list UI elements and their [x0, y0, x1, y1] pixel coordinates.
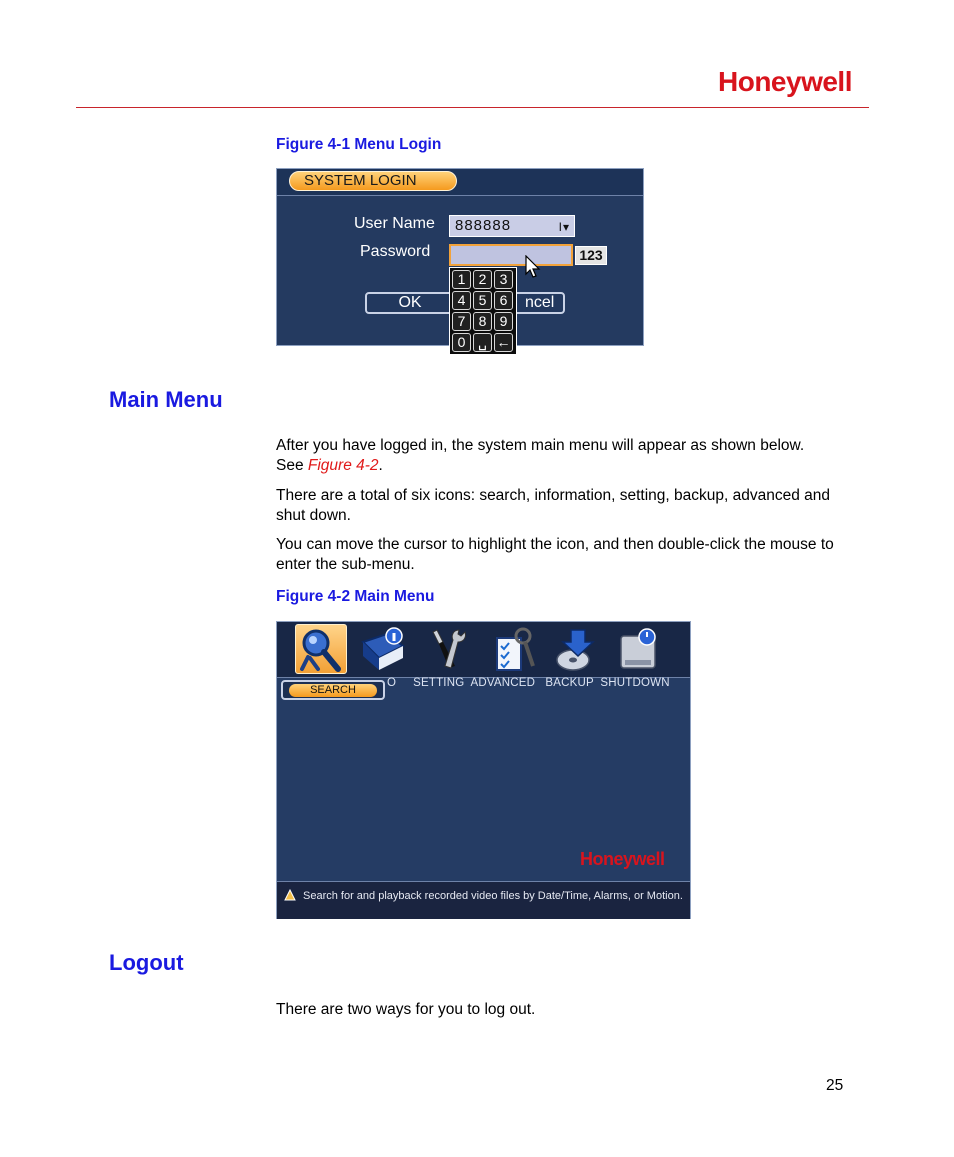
figure-4-2-link[interactable]: Figure 4-2 [307, 456, 379, 474]
keypad-key[interactable]: 7 [452, 312, 471, 331]
setting-icon[interactable] [423, 626, 473, 674]
main-menu-paragraph-2: There are a total of six icons: search, information, setting, backup, advanced and shut down. [276, 487, 831, 524]
main-menu-paragraph-3: You can move the cursor to highlight the icon, and then double-click the mouse to enter the sub-menu. [276, 536, 834, 573]
shutdown-icon[interactable] [613, 626, 663, 674]
keypad-key[interactable]: 8 [473, 312, 492, 331]
search-tab-label: SEARCH [289, 684, 377, 697]
search-tab-button[interactable] [281, 680, 385, 700]
main-menu-paragraph-1 [276, 436, 836, 475]
keypad-key[interactable]: 2 [473, 270, 492, 289]
honeywell-logo: Honeywell [580, 849, 665, 869]
logout-paragraph-1: There are two ways for you to log out. [276, 1001, 536, 1018]
ok-button[interactable]: OK [365, 292, 455, 314]
paragraph-text: After you have logged in, the system main menu will appear as shown below. See [276, 437, 805, 474]
hint-icon [283, 888, 297, 902]
system-login-dialog [276, 168, 644, 350]
search-icon-highlight[interactable] [295, 624, 347, 674]
keypad-key[interactable]: 9 [494, 312, 513, 331]
cancel-label: ncel [525, 294, 555, 311]
keypad-key[interactable]: 5 [473, 291, 492, 310]
paragraph-text: . [378, 456, 383, 474]
keypad-key[interactable]: 0 [452, 333, 471, 352]
dvr-main-menu [276, 621, 691, 919]
section-title-logout: Logout [109, 950, 184, 975]
backup-icon[interactable] [551, 626, 601, 674]
dialog-titlebar [277, 169, 643, 196]
header-rule [76, 107, 869, 108]
keypad-key[interactable]: 4 [452, 291, 471, 310]
honeywell-logo: Honeywell [718, 66, 852, 97]
advanced-icon[interactable] [489, 626, 539, 674]
main-menu-labels: O SETTING ADVANCED BACKUP SHUTDOWN [387, 677, 670, 689]
information-icon[interactable] [357, 626, 407, 674]
keypad-key[interactable]: 3 [494, 270, 513, 289]
keypad-key[interactable]: 1 [452, 270, 471, 289]
section-title-main-menu: Main Menu [109, 387, 223, 412]
chevron-down-icon[interactable]: I▾ [558, 220, 570, 234]
backspace-key[interactable]: ← [494, 333, 513, 352]
figure-4-1-caption: Figure 4-1 Menu Login [276, 136, 442, 153]
mouse-cursor-icon [525, 255, 541, 279]
keypad-toggle-button[interactable]: 123 [575, 246, 607, 265]
page-number: 25 [826, 1077, 844, 1094]
space-key[interactable]: ␣ [473, 333, 492, 352]
search-icon[interactable] [296, 625, 346, 673]
username-label: User Name [354, 215, 435, 232]
password-label: Password [360, 243, 431, 260]
password-input[interactable] [449, 244, 573, 266]
numeric-keypad [449, 267, 517, 355]
status-text: Search for and playback recorded video files by Date/Time, Alarms, or Motion. [303, 890, 683, 902]
username-value: 888888 [455, 217, 512, 234]
main-menu-iconbar [277, 622, 690, 678]
status-bar [277, 881, 690, 919]
username-dropdown[interactable] [449, 215, 575, 237]
keypad-key[interactable]: 6 [494, 291, 513, 310]
dialog-title: SYSTEM LOGIN [289, 171, 457, 191]
figure-4-2-caption: Figure 4-2 Main Menu [276, 588, 435, 605]
